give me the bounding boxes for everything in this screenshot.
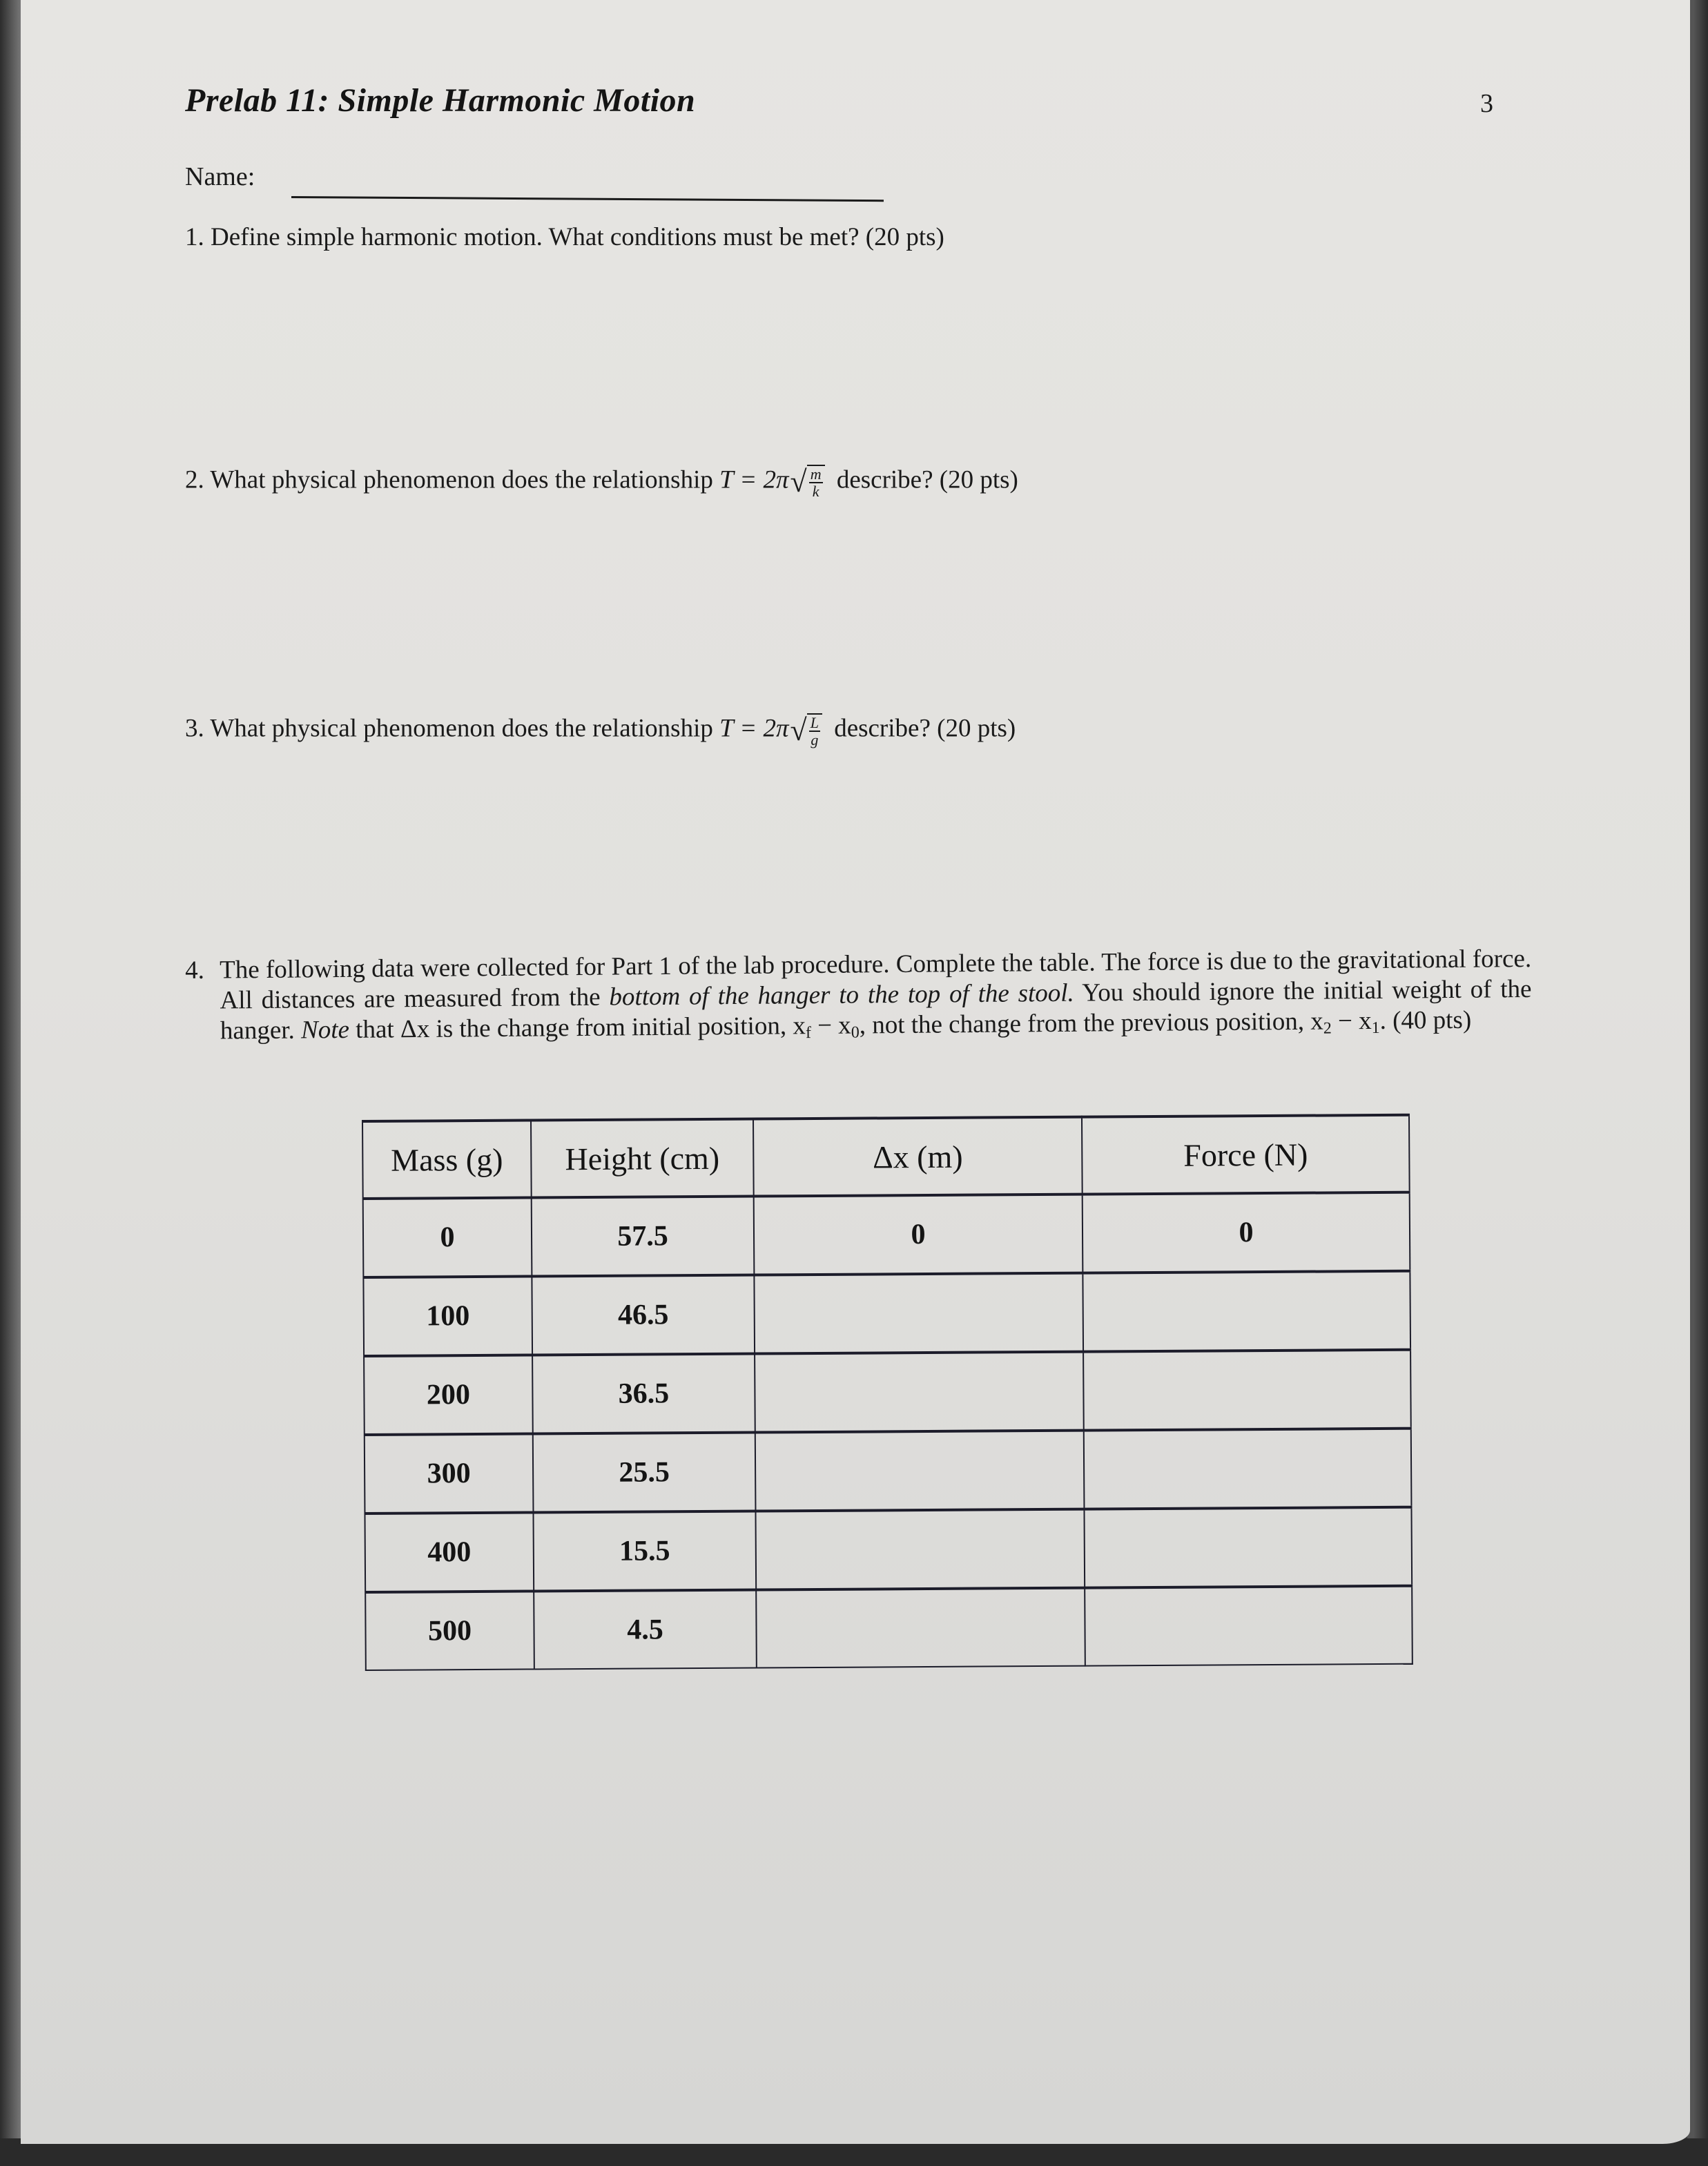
formula-lhs: T = 2π bbox=[719, 714, 789, 743]
cell-height: 36.5 bbox=[532, 1354, 755, 1434]
text-segment: − x bbox=[811, 1011, 851, 1041]
cell-delta-x[interactable] bbox=[755, 1509, 1085, 1590]
cell-force[interactable] bbox=[1083, 1350, 1411, 1431]
table-row bbox=[365, 1586, 1413, 1670]
text-segment: − x bbox=[1331, 1007, 1372, 1036]
text-segment: . bbox=[1379, 1006, 1393, 1035]
paper-sheet bbox=[21, 0, 1690, 2144]
table-row bbox=[365, 1429, 1412, 1514]
fraction-numerator: m bbox=[810, 465, 822, 483]
cell-force[interactable]: 0 bbox=[1083, 1192, 1410, 1273]
question-points: (20 pts) bbox=[937, 714, 1016, 743]
question-points: (20 pts) bbox=[939, 465, 1018, 494]
text-segment: The following data were collected for Part 1 of the lab procedure. Complete the table. The force is due to the gravitational force. All distances are measured from the bbox=[220, 944, 1532, 1015]
cell-height: 46.5 bbox=[532, 1275, 755, 1355]
question-3 bbox=[185, 713, 1016, 748]
header-delta-x: Δx (m) bbox=[753, 1117, 1083, 1197]
question-text bbox=[220, 944, 1532, 1054]
cell-height: 4.5 bbox=[534, 1590, 757, 1670]
question-points: (40 pts) bbox=[1392, 1005, 1472, 1035]
question-points: (20 pts) bbox=[865, 223, 944, 251]
text-segment: that Δx is the change from initial position, x bbox=[349, 1012, 806, 1044]
header-mass: Mass (g) bbox=[362, 1121, 532, 1199]
cell-height: 15.5 bbox=[533, 1511, 756, 1592]
question-text: What physical phenomenon does the relationship bbox=[210, 714, 713, 743]
cell-mass: 200 bbox=[364, 1355, 533, 1434]
name-label: Name: bbox=[185, 162, 255, 191]
subscript: f bbox=[805, 1024, 812, 1043]
fraction-numerator: L bbox=[810, 714, 819, 731]
square-root-formula bbox=[790, 465, 825, 499]
question-2 bbox=[185, 465, 1018, 499]
background-surface-right bbox=[1687, 0, 1708, 2166]
cell-mass: 300 bbox=[365, 1433, 534, 1513]
question-number: 4. bbox=[185, 956, 205, 985]
table-row bbox=[363, 1192, 1410, 1277]
text-segment: , not the change from the previous position, x bbox=[859, 1007, 1323, 1040]
subscript: 1 bbox=[1371, 1018, 1380, 1038]
cell-mass: 500 bbox=[365, 1591, 534, 1670]
cell-delta-x[interactable] bbox=[755, 1352, 1084, 1433]
data-table bbox=[362, 1114, 1413, 1671]
italic-segment: Note bbox=[300, 1015, 350, 1045]
square-root-formula bbox=[790, 713, 822, 748]
page-number: 3 bbox=[1480, 89, 1493, 118]
question-number: 2. bbox=[185, 465, 204, 494]
question-text-after: describe? bbox=[834, 714, 931, 743]
question-number: 1. bbox=[185, 223, 204, 251]
cell-force[interactable] bbox=[1083, 1271, 1410, 1352]
italic-segment: bottom of the hanger to the top of the stool. bbox=[609, 978, 1075, 1012]
question-text-after: describe? bbox=[836, 465, 933, 494]
table-row bbox=[364, 1350, 1411, 1435]
fraction bbox=[807, 713, 822, 748]
cell-mass: 400 bbox=[365, 1512, 534, 1592]
cell-delta-x[interactable] bbox=[756, 1588, 1085, 1668]
question-1 bbox=[185, 222, 944, 252]
cell-delta-x[interactable] bbox=[755, 1431, 1085, 1511]
cell-force[interactable] bbox=[1084, 1429, 1412, 1509]
question-text: What physical phenomenon does the relationship bbox=[210, 465, 713, 494]
table-header-row bbox=[362, 1115, 1410, 1199]
document-title: Prelab 11: Simple Harmonic Motion bbox=[185, 82, 696, 119]
cell-delta-x[interactable]: 0 bbox=[754, 1195, 1083, 1275]
question-number: 3. bbox=[185, 714, 204, 743]
table-row bbox=[363, 1271, 1410, 1356]
background-surface-left bbox=[0, 0, 21, 2166]
cell-force[interactable] bbox=[1085, 1586, 1413, 1666]
formula-lhs: T = 2π bbox=[719, 465, 789, 494]
header-force: Force (N) bbox=[1082, 1115, 1410, 1195]
fraction-denominator: k bbox=[812, 483, 819, 501]
fraction bbox=[807, 465, 825, 499]
cell-height: 57.5 bbox=[532, 1197, 755, 1277]
question-text: Define simple harmonic motion. What conditions must be met? bbox=[211, 223, 860, 251]
subscript: 0 bbox=[851, 1023, 860, 1042]
cell-delta-x[interactable] bbox=[754, 1273, 1083, 1354]
cell-mass: 0 bbox=[363, 1198, 532, 1277]
header-height: Height (cm) bbox=[531, 1119, 754, 1198]
sqrt-symbol-icon: √ bbox=[790, 713, 807, 748]
text-segment: You should ignore the initial weight of the hanger. bbox=[220, 974, 1532, 1045]
cell-height: 25.5 bbox=[533, 1433, 756, 1513]
table-row bbox=[365, 1507, 1412, 1592]
subscript: 2 bbox=[1323, 1019, 1332, 1038]
question-4 bbox=[185, 944, 1532, 1054]
sqrt-symbol-icon: √ bbox=[790, 465, 807, 499]
cell-mass: 100 bbox=[363, 1276, 532, 1355]
cell-force[interactable] bbox=[1084, 1507, 1412, 1588]
fraction-denominator: g bbox=[811, 731, 819, 749]
